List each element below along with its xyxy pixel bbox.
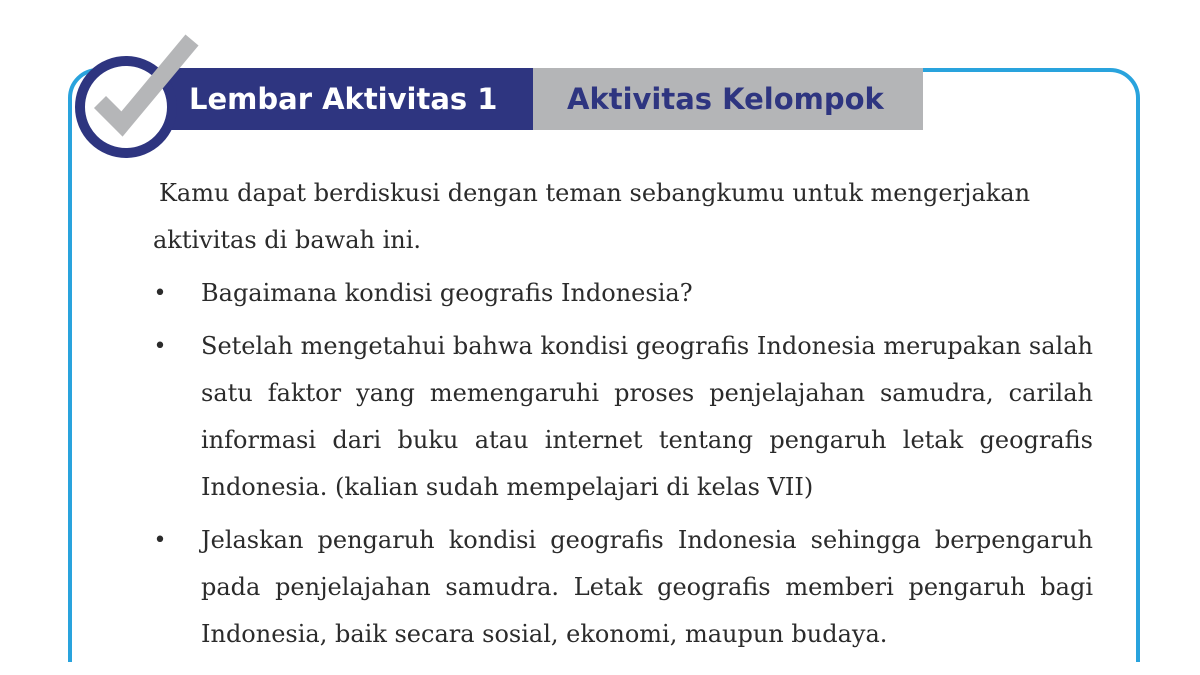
task-text: Jelaskan pengaruh kondisi geografis Indonesia sehingga berpengaruh pada penjelajahan samudra. Letak geografis memberi pengaruh bagi Indonesia, baik secara sosial, ekonomi, maupun budaya. <box>201 526 1093 648</box>
task-list <box>153 270 1093 658</box>
task-text: Setelah mengetahui bahwa kondisi geografis Indonesia merupakan salah satu faktor yang memengaruhi proses penjelajahan samudra, carilah informasi dari buku atau internet tentang pengaruh letak geografis Indonesia. (kalian sudah mempelajari di kelas VII) <box>201 332 1093 501</box>
bullet-icon: • <box>153 281 167 306</box>
activity-type-tab <box>533 68 923 130</box>
intro-paragraph: Kamu dapat berdiskusi dengan teman sebangkumu untuk mengerjakan aktivitas di bawah ini. <box>153 179 1031 254</box>
checkmark-circle-icon <box>60 22 220 162</box>
bullet-icon: • <box>153 528 167 553</box>
activity-content <box>153 170 1093 658</box>
activity-number-label: Lembar Aktivitas 1 <box>189 82 498 116</box>
cropped-edge <box>0 662 1200 675</box>
task-item <box>153 517 1093 658</box>
task-text: Bagaimana kondisi geografis Indonesia? <box>201 279 693 307</box>
activity-number-tab <box>165 68 533 130</box>
activity-type-label: Aktivitas Kelompok <box>567 82 884 116</box>
task-item <box>153 323 1093 511</box>
bullet-icon: • <box>153 334 167 359</box>
task-item <box>153 270 1093 317</box>
